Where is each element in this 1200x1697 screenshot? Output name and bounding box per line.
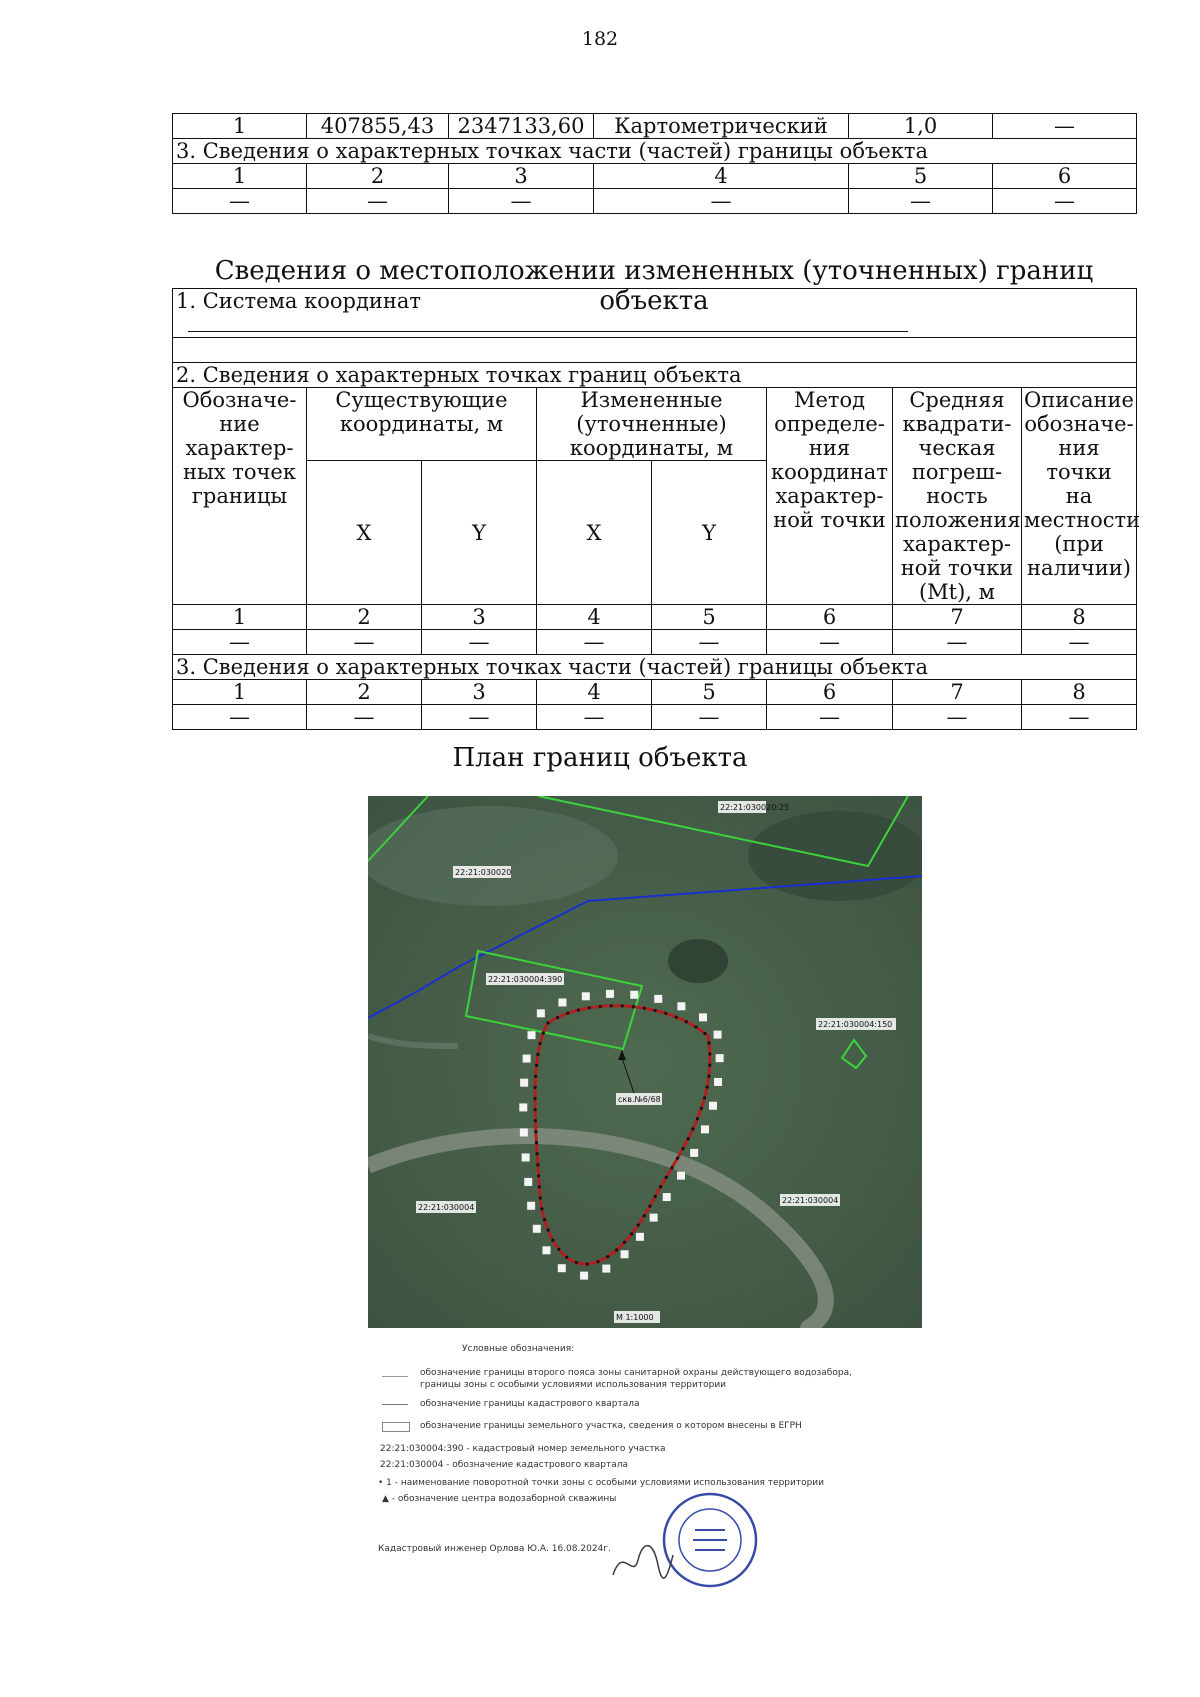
table-cell: 8 — [1022, 605, 1137, 630]
legend-item: обозначение границы кадастрового квартала — [420, 1399, 640, 1409]
points-table-1 — [172, 113, 1137, 214]
turning-point — [630, 1232, 633, 1235]
label-030020: 22:21:030020 — [455, 868, 512, 877]
table-cell: 2 — [307, 680, 422, 705]
turning-point — [565, 1256, 568, 1259]
table-cell: 1,0 — [849, 114, 993, 139]
table-cell: — — [422, 630, 537, 655]
turning-point — [632, 1005, 635, 1008]
section-3-title: 3. Сведения о характерных точках части (частей) границы объекта — [173, 139, 1137, 164]
table-cell: — — [173, 189, 307, 214]
turning-point — [696, 1117, 699, 1120]
turning-point — [681, 1147, 684, 1150]
table-cell: 3 — [449, 164, 594, 189]
section-heading: Сведения о местоположении измененных (уточненных) границ объекта — [214, 256, 1094, 316]
turning-point — [538, 1185, 541, 1188]
turning-point — [654, 1009, 657, 1012]
col-mean-error: Средняя квадрати- ческая погреш- ность положения характер- ной точки (Mt), м — [893, 388, 1022, 605]
label-030004-150: 22:21:030004:150 — [818, 1020, 893, 1029]
turning-point-label — [677, 1172, 685, 1180]
turning-point — [599, 1005, 602, 1008]
col-x-existing: X — [307, 461, 422, 605]
turning-point-label — [716, 1054, 724, 1062]
table-cell: — — [993, 114, 1137, 139]
table-cell: 7 — [893, 680, 1022, 705]
turning-point-label — [542, 1246, 550, 1254]
section-3-title: 3. Сведения о характерных точках части (частей) границы объекта — [173, 655, 1137, 680]
label-030004-390: 22:21:030004:390 — [488, 975, 563, 984]
turning-point — [670, 1166, 673, 1169]
turning-point — [556, 1016, 559, 1019]
turning-point — [685, 1020, 688, 1023]
table-cell: — — [993, 189, 1137, 214]
turning-point — [664, 1012, 667, 1015]
turning-point — [676, 1157, 679, 1160]
table-row — [173, 605, 1137, 630]
legend-item: ▲ - обозначение центра водозаборной скважины — [382, 1494, 617, 1504]
turning-point — [547, 1228, 550, 1231]
col-method: Метод определе- ния координат характер- ной точки — [767, 388, 893, 605]
turning-point — [687, 1137, 690, 1140]
turning-point — [643, 1214, 646, 1217]
label-quarter-west: 22:21:030004 — [418, 1203, 475, 1212]
turning-point — [551, 1239, 554, 1242]
turning-point — [606, 1255, 609, 1258]
table-cell: — — [893, 630, 1022, 655]
legend-quarter-line — [382, 1404, 408, 1405]
turning-point-label — [519, 1103, 527, 1111]
table-cell: — — [422, 705, 537, 730]
coordinate-system: 1. Система координат — [173, 289, 1137, 338]
col-existing-coords: Существующие координаты, м — [307, 388, 537, 461]
table-cell: — — [1022, 630, 1137, 655]
well-icon: ▲ — [382, 1494, 389, 1504]
turning-point — [533, 1097, 536, 1100]
legend-zone-line — [382, 1376, 408, 1377]
table-cell: 1 — [173, 114, 307, 139]
table-cell: 1 — [173, 680, 307, 705]
turning-point — [533, 1108, 536, 1111]
turning-point — [665, 1176, 668, 1179]
table-cell: — — [893, 705, 1022, 730]
turning-point — [534, 1086, 537, 1089]
turning-point — [621, 1004, 624, 1007]
turning-point — [643, 1007, 646, 1010]
table-cell: 6 — [993, 164, 1137, 189]
table-cell: — — [537, 705, 652, 730]
table-cell: — — [307, 630, 422, 655]
turning-point-label — [520, 1128, 528, 1136]
table-cell: 4 — [594, 164, 849, 189]
turning-point-label — [533, 1225, 541, 1233]
table-cell: 5 — [652, 680, 767, 705]
table-cell: — — [449, 189, 594, 214]
legend-item: обозначение границы второго пояса зоны санитарной охраны действующего водозабора, — [420, 1368, 852, 1378]
turning-point — [577, 1008, 580, 1011]
turning-point — [610, 1004, 613, 1007]
turning-point-label — [654, 995, 662, 1003]
table-row — [173, 630, 1137, 655]
legend-item: 22:21:030004 - обозначение кадастрового квартала — [380, 1460, 629, 1470]
turning-point — [596, 1260, 599, 1263]
turning-point-label — [582, 992, 590, 1000]
turning-point — [708, 1064, 711, 1067]
turning-point-label — [522, 1153, 530, 1161]
col-y-changed: Y — [652, 461, 767, 605]
turning-point-label — [650, 1214, 658, 1222]
turning-point — [637, 1223, 640, 1226]
table-cell: — — [173, 705, 307, 730]
signature-line: Кадастровый инженер Орлова Ю.А. 16.08.2024г. — [378, 1544, 611, 1554]
turning-point — [659, 1185, 662, 1188]
table-row — [173, 680, 1137, 705]
table-cell: 4 — [537, 680, 652, 705]
table-cell: — — [652, 705, 767, 730]
turning-point-label — [528, 1031, 536, 1039]
coordinate-system-blank — [188, 313, 908, 332]
legend-parcel-box — [382, 1422, 410, 1432]
turning-point-label — [690, 1149, 698, 1157]
label-well: скв.№6/68 — [618, 1095, 661, 1104]
table-cell: 407855,43 — [307, 114, 449, 139]
turning-point — [708, 1052, 711, 1055]
table-cell: 6 — [767, 605, 893, 630]
turning-point — [703, 1032, 706, 1035]
points-table-2 — [172, 288, 1141, 730]
table-row — [173, 189, 1137, 214]
turning-point-label — [630, 991, 638, 999]
turning-point-label — [714, 1078, 722, 1086]
turning-point — [615, 1248, 618, 1251]
plan-title: План границ объекта — [452, 743, 748, 773]
table-cell: — — [1022, 705, 1137, 730]
legend-item: • 1 - наименование поворотной точки зоны с особыми условиями использования территории — [378, 1478, 825, 1488]
turning-point-label — [527, 1202, 535, 1210]
turning-point — [535, 1141, 538, 1144]
turning-point — [538, 1042, 541, 1045]
turning-point-label — [580, 1272, 588, 1280]
legend-item: границы зоны с особыми условиями использования территории — [420, 1380, 727, 1390]
table-cell: 3 — [422, 605, 537, 630]
turning-point — [588, 1006, 591, 1009]
turning-point — [694, 1025, 697, 1028]
turning-point-label — [558, 1264, 566, 1272]
table-row — [173, 114, 1137, 139]
turning-point — [648, 1205, 651, 1208]
table-cell: — — [849, 189, 993, 214]
col-point-designation: Обозначе- ние характер- ных точек границы — [173, 388, 307, 605]
col-y-existing: Y — [422, 461, 537, 605]
legend-item: обозначение границы земельного участка, сведения о котором внесены в ЕГРН — [420, 1421, 802, 1431]
table-cell: — — [307, 189, 449, 214]
turning-point-label — [663, 1193, 671, 1201]
section-2-title: 2. Сведения о характерных точках границ объекта — [173, 363, 1137, 388]
turning-point-label — [636, 1233, 644, 1241]
turning-point-label — [621, 1250, 629, 1258]
turning-point — [707, 1075, 710, 1078]
label-quarter-east: 22:21:030004 — [782, 1196, 839, 1205]
label-030020-25: 22:21:030020:25 — [720, 803, 790, 812]
turning-point — [537, 1174, 540, 1177]
table-cell: 8 — [1022, 680, 1137, 705]
turning-point — [586, 1262, 589, 1265]
turning-point — [691, 1127, 694, 1130]
turning-point — [540, 1207, 543, 1210]
turning-point — [700, 1107, 703, 1110]
legend-item: 22:21:030004:390 - кадастровый номер земельного участка — [380, 1444, 666, 1454]
turning-point-label — [537, 1009, 545, 1017]
turning-point — [557, 1248, 560, 1251]
turning-point — [536, 1053, 539, 1056]
turning-point-label — [606, 990, 614, 998]
turning-point — [539, 1196, 542, 1199]
table-cell: 2 — [307, 164, 449, 189]
table-cell: — — [767, 705, 893, 730]
table-cell: 1 — [173, 605, 307, 630]
turning-point — [654, 1195, 657, 1198]
turning-point — [623, 1241, 626, 1244]
turning-point — [707, 1041, 710, 1044]
col-description: Описание обозначе- ния точки на местности (при наличии) — [1022, 388, 1137, 605]
turning-point-label — [709, 1102, 717, 1110]
table-cell: 2347133,60 — [449, 114, 594, 139]
turning-point — [575, 1261, 578, 1264]
turning-point-label — [523, 1055, 531, 1063]
col-changed-coords: Измененные (уточненные) координаты, м — [537, 388, 767, 461]
turning-point — [534, 1119, 537, 1122]
turning-point-label — [558, 998, 566, 1006]
table-cell: 1 — [173, 164, 307, 189]
table-cell: — — [767, 630, 893, 655]
turning-point-label — [699, 1013, 707, 1021]
table-cell: — — [173, 630, 307, 655]
col-x-changed: X — [537, 461, 652, 605]
turning-point — [536, 1163, 539, 1166]
table-cell: 3 — [422, 680, 537, 705]
boundary-map — [368, 796, 922, 1328]
table-cell: 4 — [537, 605, 652, 630]
page-number: 182 — [581, 28, 619, 50]
table-cell: — — [307, 705, 422, 730]
turning-point-label — [714, 1031, 722, 1039]
table-cell: 6 — [767, 680, 893, 705]
turning-point — [534, 1130, 537, 1133]
table-cell: 5 — [849, 164, 993, 189]
turning-point — [706, 1085, 709, 1088]
table-cell: 2 — [307, 605, 422, 630]
blank-row — [173, 338, 1137, 363]
table-cell: 7 — [893, 605, 1022, 630]
turning-point — [703, 1096, 706, 1099]
table-cell: 5 — [652, 605, 767, 630]
table-cell: — — [537, 630, 652, 655]
turning-point-label — [602, 1265, 610, 1273]
legend-title: Условные обозначения: — [462, 1344, 575, 1354]
turning-point — [534, 1075, 537, 1078]
turning-point — [675, 1016, 678, 1019]
turning-point — [546, 1021, 549, 1024]
turning-point — [566, 1012, 569, 1015]
turning-point — [535, 1064, 538, 1067]
turning-point-label — [701, 1125, 709, 1133]
turning-point — [535, 1152, 538, 1155]
table-cell: — — [652, 630, 767, 655]
table-row — [173, 705, 1137, 730]
turning-point-label — [524, 1178, 532, 1186]
table-cell: Картометрический — [594, 114, 849, 139]
table-row — [173, 164, 1137, 189]
map-scale: М 1:1000 — [616, 1313, 654, 1322]
handwritten-signature — [608, 1535, 678, 1585]
turning-point — [543, 1218, 546, 1221]
turning-point-label — [677, 1002, 685, 1010]
turning-point-label — [520, 1079, 528, 1087]
turning-point — [542, 1031, 545, 1034]
table-cell: — — [594, 189, 849, 214]
